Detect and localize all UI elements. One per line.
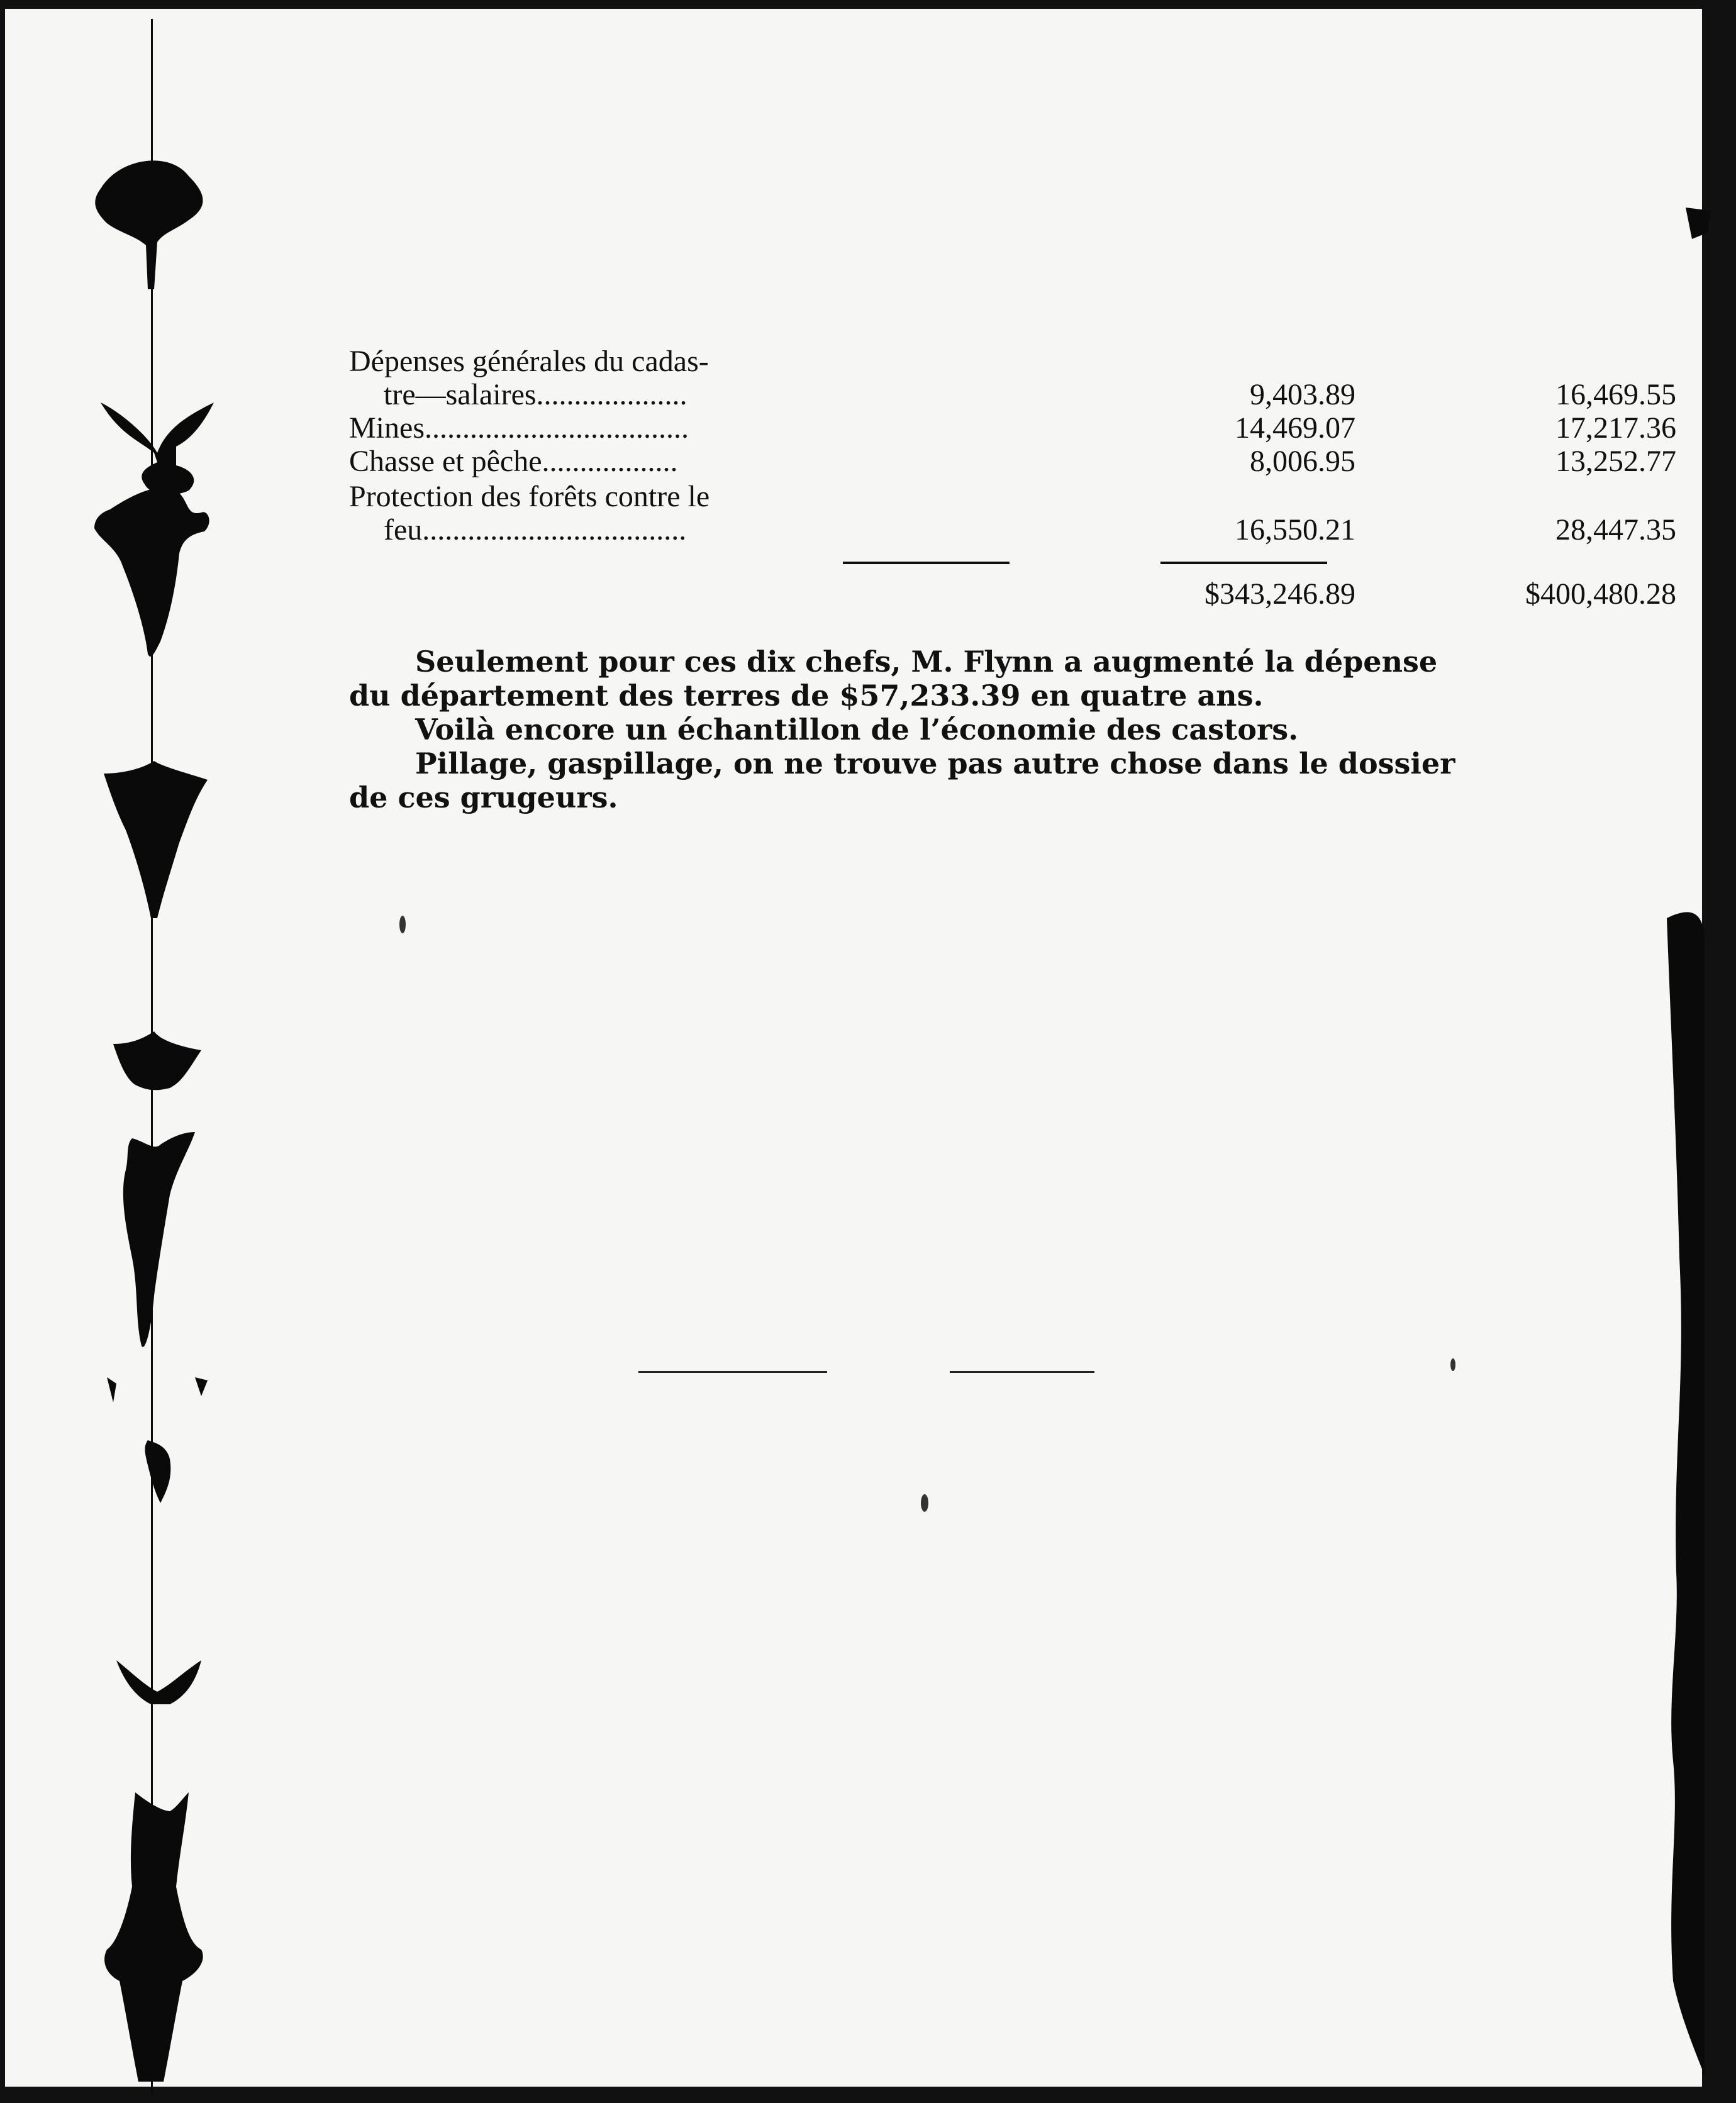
total-1911: $343,246.89 [1205,577,1355,611]
row-label: Mines................................... [349,411,689,445]
total-rule-1 [843,562,1010,564]
value-1915: 13,252.77 [1555,445,1676,478]
section-separator [638,1371,827,1373]
section-separator [950,1371,1094,1373]
value-1915: 16,469.55 [1555,378,1676,411]
paragraph-line: du département des terres de $57,233.39 en quatre ans. [349,679,1264,713]
row-label: Dépenses générales du cadas- [349,345,709,378]
row-label: feu................................... [384,513,687,547]
row-label: tre—salaires.................... [384,378,687,411]
paragraph-line: Pillage, gaspillage, on ne trouve pas autre chose dans le dossier [415,746,1455,780]
total-rule-2 [1160,562,1327,564]
paragraph-line: de ces grugeurs. [349,780,618,814]
total-1915: $400,480.28 [1525,577,1676,611]
value-1911: 9,403.89 [1250,378,1355,411]
value-1915: 17,217.36 [1555,411,1676,445]
value-1915: 28,447.35 [1555,513,1676,547]
row-label: Protection des forêts contre le [349,480,710,513]
value-1911: 8,006.95 [1250,445,1355,478]
row-label: Chasse et pêche.................. [349,445,678,478]
value-1911: 16,550.21 [1235,513,1355,547]
value-1911: 14,469.07 [1235,411,1355,445]
paragraph-line: Voilà encore un échantillon de l’économie des castors. [415,713,1299,746]
paragraph-line: Seulement pour ces dix chefs, M. Flynn a augmenté la dépense [415,645,1438,679]
